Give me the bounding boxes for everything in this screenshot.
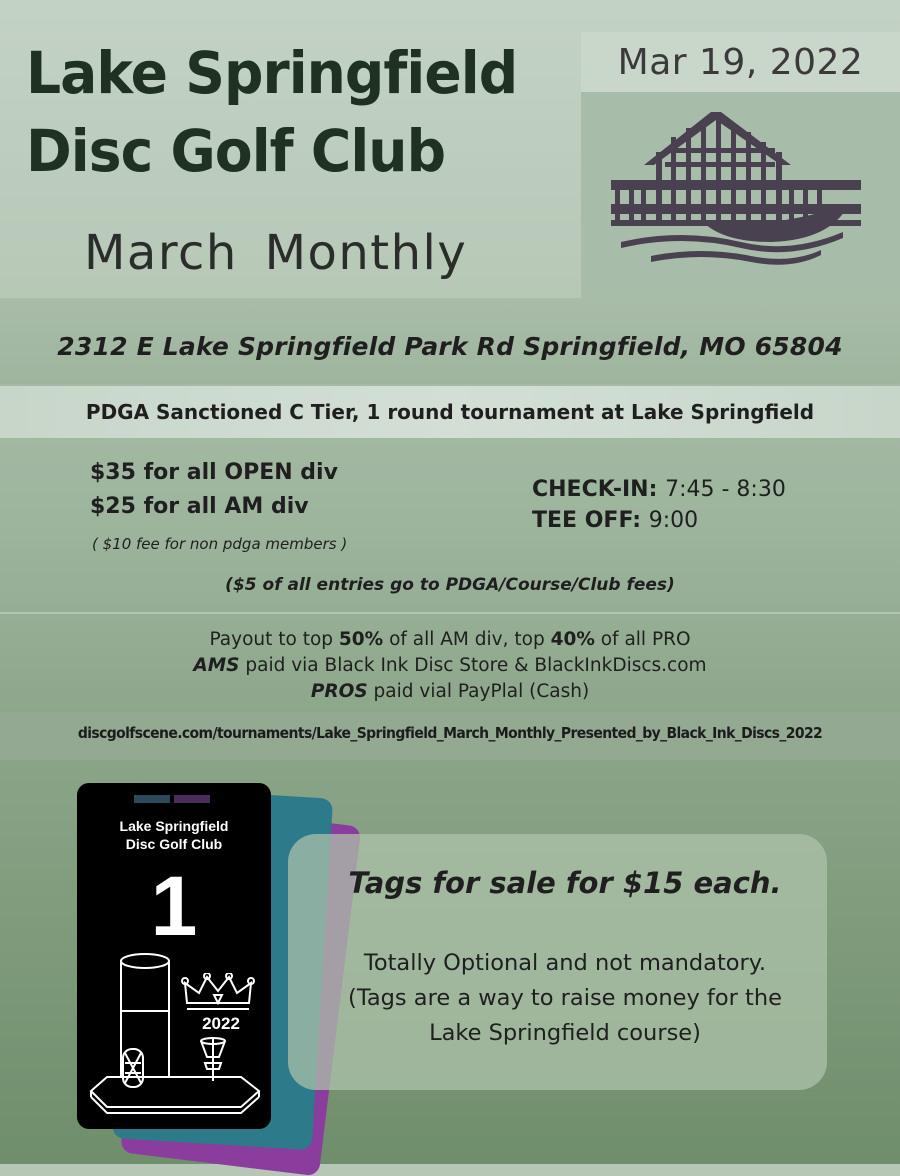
payout-pro-percent: 40% — [550, 629, 595, 650]
tag-card-front — [77, 783, 271, 1129]
payout-line-1 — [0, 629, 900, 650]
title-line-1: Lake Springfield — [26, 39, 518, 107]
payout-line-3 — [0, 681, 900, 702]
divider — [0, 612, 900, 614]
tags-line-1: Totally Optional and not mandatory. — [363, 950, 767, 976]
tags-line-3: Lake Springfield course) — [429, 1020, 701, 1046]
payout-am-percent: 50% — [338, 629, 384, 650]
payout-text: paid vial PayPlal (Cash) — [367, 681, 590, 702]
card-title-line-1: Lake Springfield — [119, 818, 229, 834]
sanction-text: PDGA Sanctioned C Tier, 1 round tournament at Lake Springfield — [85, 400, 815, 424]
checkin-value: 7:45 - 8:30 — [665, 477, 786, 502]
teeoff-value: 9:00 — [648, 508, 699, 533]
lodge-canoe-logo-icon — [581, 92, 900, 298]
event-address: 2312 E Lake Springfield Park Rd Springfield, MO 65804 — [57, 332, 843, 361]
entries-note: ($5 of all entries go to PDGA/Course/Club fees) — [225, 575, 675, 595]
payout-line-2 — [0, 655, 900, 676]
tournament-url: discgolfscene.com/tournaments/Lake_Springfield_March_Monthly_Presented_by_Black_Ink_Discs_2022 — [77, 724, 823, 742]
payout-text: paid via Black Ink Disc Store & BlackInkDiscs.com — [239, 655, 707, 676]
card-year: 2022 — [202, 1014, 240, 1033]
payout-ams-label: AMS — [193, 655, 240, 676]
checkin-label: CHECK-IN: — [532, 477, 658, 502]
event-subtitle: March Monthly — [84, 225, 468, 281]
open-fee: $35 for all OPEN div — [90, 460, 338, 485]
teeoff-time — [532, 508, 698, 533]
teeoff-label: TEE OFF: — [532, 508, 642, 533]
card-slot — [134, 795, 214, 803]
card-title-line-2: Disc Golf Club — [125, 836, 223, 852]
checkin-time — [532, 477, 786, 502]
fee-note: ( $10 fee for non pdga members ) — [92, 535, 348, 553]
tags-line-2: (Tags are a way to raise money for the — [348, 985, 782, 1011]
payout-pros-label: PROS — [310, 681, 368, 702]
title-line-2: Disc Golf Club — [26, 117, 446, 185]
card-number: 1 — [150, 859, 198, 953]
payout-text: of all AM div, top — [383, 629, 551, 650]
page-title — [26, 34, 586, 190]
payout-text: of all PRO — [594, 629, 691, 650]
event-date: Mar 19, 2022 — [581, 32, 900, 92]
tags-headline: Tags for sale for $15 each. — [348, 866, 782, 900]
course-tower-icon — [87, 951, 263, 1123]
payout-text: Payout to top — [209, 629, 339, 650]
logo-panel — [581, 92, 900, 298]
card-title — [77, 817, 271, 853]
am-fee: $25 for all AM div — [90, 494, 309, 519]
